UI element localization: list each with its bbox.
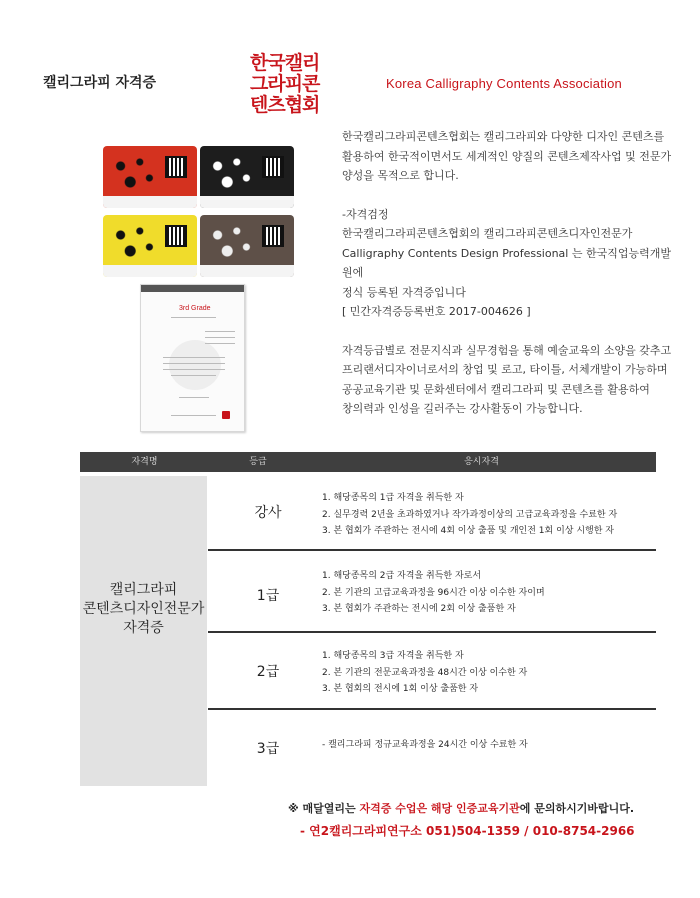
requirement-line: 2. 본 기관의 전문교육과정을 48시간 이상 이수한 자 [322,667,528,678]
certificate-card-brown [200,215,294,277]
logo-line-1: 한국캘리 [250,52,320,74]
header-qualification: 자격명 [131,457,158,467]
requirement-line: 3. 본 협회가 주관하는 전시에 4회 이상 출품 및 개인전 1회 이상 시행한 자 [322,526,614,536]
certificate-card-black [200,146,294,208]
certificate-card-red [103,146,197,208]
logo-line-3: 텐츠협회 [250,94,320,116]
requirements-level-2 [322,648,527,698]
qualification-line: 자격증 [123,620,164,636]
certificate-card-yellow [103,215,197,277]
grade-level-2: 2급 [256,664,280,680]
qualification-line: 캘리그라피 [109,582,178,598]
requirement-line: 2. 본 기관의 고급교육과정을 96시간 이상 이수한 자이며 [322,587,545,598]
header-grade: 등급 [249,457,267,467]
page-title: 캘리그라피 자격증 [43,75,157,91]
intro-line: 양성을 목적으로 합니다. [342,169,459,182]
intro-line: 창의력과 인성을 길러주는 강사활동이 가능합니다. [342,402,583,415]
intro-line: 한국캘리그라피콘텐츠협회는 캘리그라피와 다양한 디자인 콘텐츠를 [342,130,665,143]
association-name: Korea Calligraphy Contents Association [386,76,622,91]
notice-text [288,800,634,816]
intro-line: -자격검정 [342,207,389,221]
requirement-line: 1. 해당종목의 3급 자격을 취득한 자 [322,651,464,661]
certificate-watermark [169,340,221,390]
requirements-level-3 [322,737,528,754]
intro-line: 활용하여 한국적이면서도 세계적인 양질의 콘텐츠제작사업 및 전문가 [342,149,672,163]
row-divider [208,708,656,710]
requirement-line: 3. 본 협회의 전시에 1회 이상 출품한 자 [322,684,479,694]
row-divider [208,549,656,551]
notice-highlight: 자격증 수업은 해당 인증교육기관 [359,802,520,815]
qualification-line: 콘텐츠디자인전문가 [82,601,205,617]
requirement-line: 1. 해당종목의 2급 자격을 취득한 자로서 [322,571,482,581]
requirements-instructor [322,490,617,540]
grade-instructor: 강사 [254,505,282,521]
intro-line: [ 민간자격증등록번호 2017-004626 ] [342,305,531,318]
intro-line: 프리랜서디자이너로서의 창업 및 로고, 타이틀, 서체개발이 가능하며 [342,363,668,376]
intro-line: Calligraphy Contents Design Professional 는 한국직업능력개발원에 [342,246,671,279]
requirement-line: - 캘리그라피 정규교육과정을 24시간 이상 수료한 자 [322,740,528,750]
qr-code-icon [262,225,284,247]
intro-line: 자격등급별로 전문지식과 실무경험을 통해 예술교육의 소양을 갖추고 [342,343,672,357]
qualification-cell [80,476,207,786]
intro-line: 정식 등록된 자격증입니다 [342,285,466,299]
qr-code-icon [165,156,187,178]
notice-suffix: 에 문의하시기바랍니다. [519,802,635,815]
certificate-document [140,284,245,432]
grade-level-3: 3급 [256,741,280,757]
table-header [80,452,656,472]
certificate-seal [222,411,230,419]
requirement-line: 3. 본 협회가 주관하는 전시에 2회 이상 출품한 자 [322,604,516,614]
notice-prefix: ※ 매달열리는 [288,802,360,815]
contact-info: - 연2캘리그라피연구소 051)504-1359 / 010-8754-2966 [300,824,635,838]
qr-code-icon [262,156,284,178]
certificate-grade: 3rd Grade [179,305,211,312]
intro-text [342,127,672,419]
row-divider [208,631,656,633]
association-logo [250,53,368,123]
header-requirements: 응시자격 [464,457,499,467]
grade-level-1: 1급 [256,588,280,604]
logo-line-2: 그라피콘 [250,73,320,95]
qr-code-icon [165,225,187,247]
requirements-level-1 [322,568,545,618]
requirement-line: 1. 해당종목의 1급 자격을 취득한 자 [322,493,464,503]
intro-line: 공공교육기관 및 문화센터에서 캘리그라피 및 콘텐츠를 활용하여 [342,382,650,396]
intro-line: 한국캘리그라피콘텐츠협회의 캘리그라피콘텐츠디자인전문가 [342,227,633,240]
requirement-line: 2. 실무경력 2년을 초과하였거나 작가과정이상의 고급교육과정을 수료한 자 [322,509,618,520]
